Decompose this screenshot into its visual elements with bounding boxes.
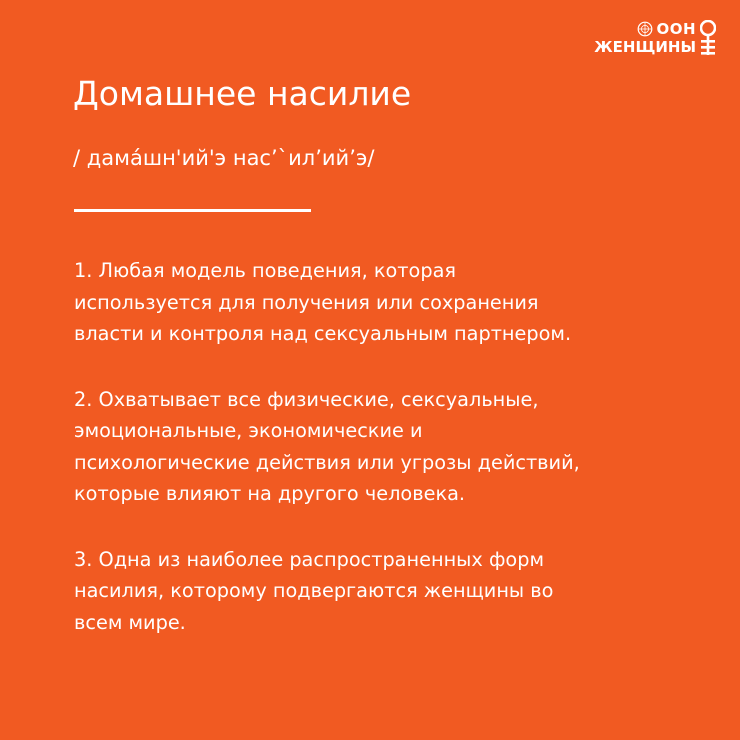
logo-line-1: ООН: [656, 19, 696, 38]
title-divider: [74, 209, 311, 212]
definitions-list: [74, 255, 694, 672]
definition-item-1: 1. Любая модель поведения, которая используется для получения или сохранения власти и контроля над сексуальным партнером.: [74, 259, 572, 345]
un-emblem-icon: [637, 21, 653, 37]
women-equality-symbol-icon: [700, 20, 716, 56]
un-women-logo: [594, 20, 716, 56]
term-title: Домашнее насилие: [73, 74, 412, 113]
definition-item-2: 2. Охватывает все физические, сексуальные, эмоциональные, экономические и психологические действия или угрозы действий, которые влияют на другого человека.: [74, 387, 580, 505]
logo-line-2: ЖЕНЩИНЫ: [594, 38, 696, 56]
term-pronunciation: / дама́шн'ий'э нас’`ил’ий’э/: [73, 146, 375, 170]
definition-item-3: 3. Одна из наиболее распространенных форм насилия, которому подвергаются женщины во всем мире.: [74, 547, 554, 634]
